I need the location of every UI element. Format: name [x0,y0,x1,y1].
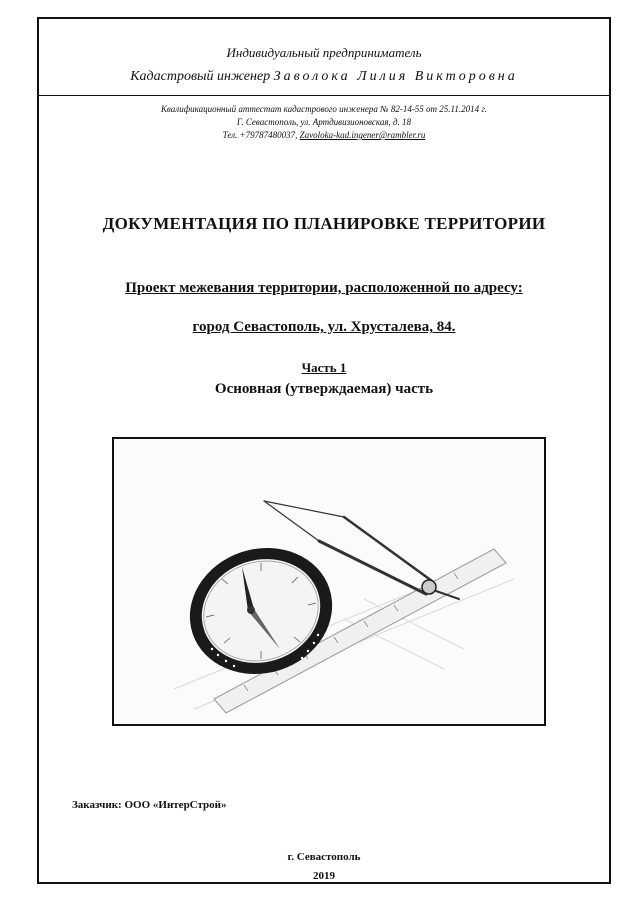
engineer-name: Заволока Лилия Викторовна [273,69,518,84]
compass-photo [112,437,546,726]
engineer-line [39,69,609,85]
entrepreneur-label: Индивидуальный предприниматель [226,45,422,60]
certificate-line: Квалификационный аттестат кадастрового инженера № 82-14-55 от 25.11.2014 г. [160,104,488,114]
page-frame [37,17,611,884]
contact-line [39,129,609,142]
compass-illustration [114,439,544,724]
header-divider [39,95,609,96]
email-link[interactable]: Zavoloka-kad.ingener@rambler.ru [299,130,426,140]
city-label: г. Севастополь [287,851,361,863]
part-name: Основная (утверждаемая) часть [214,381,434,397]
certificate-block [39,103,609,142]
address-line: Г. Севастополь, ул. Артдивизионовская, д. 18 [236,117,412,127]
project-address: город Севастополь, ул. Хрусталева, 84. [192,319,456,335]
compass-icon [173,530,348,692]
customer-label: Заказчик: ООО «ИнтерСтрой» [72,799,227,811]
engineer-prefix: Кадастровый инженер [130,69,271,84]
project-title: Проект межевания территории, расположенной по адресу: [125,280,523,296]
year-label: 2019 [313,870,335,882]
phone-text: Тел. +79787480037, [222,130,298,140]
document-title: ДОКУМЕНТАЦИЯ ПО ПЛАНИРОВКЕ ТЕРРИТОРИИ [102,214,546,233]
part-number: Часть 1 [301,360,347,375]
